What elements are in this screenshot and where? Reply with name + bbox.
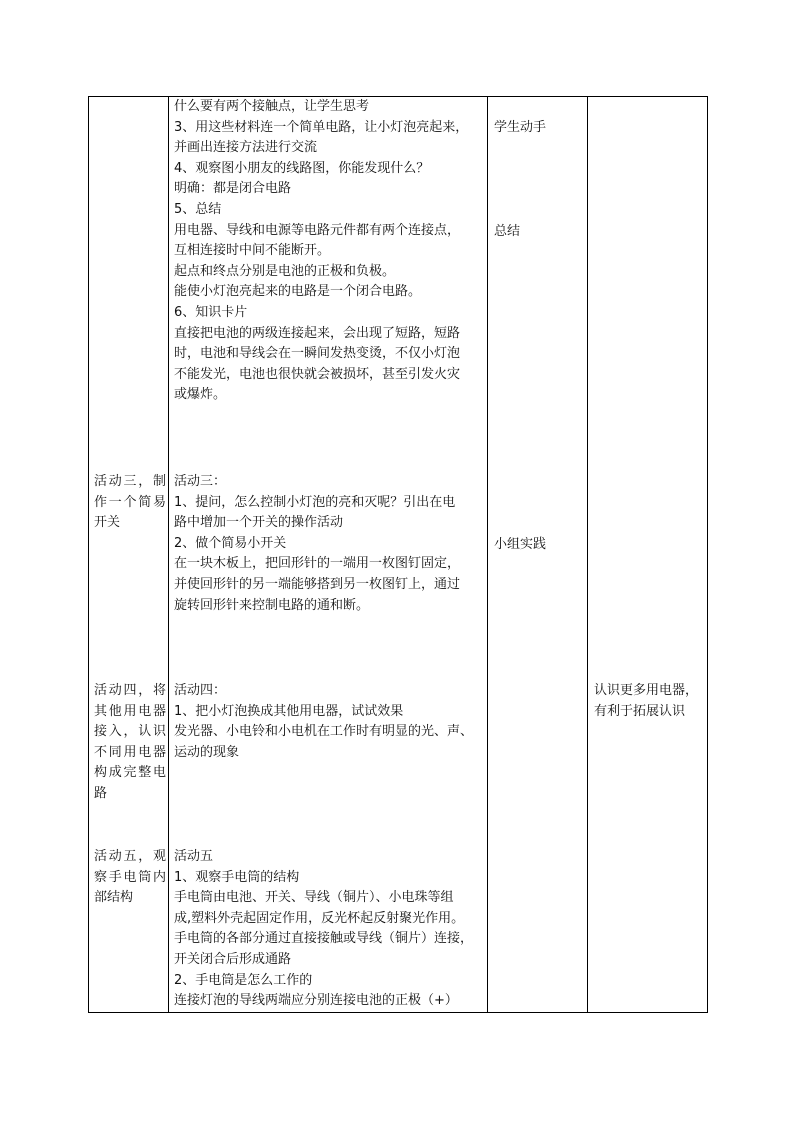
content-line: 活动五: [174, 849, 214, 864]
content-line: 明确：都是闭合电路: [174, 181, 292, 197]
student-activity-group-practice: 小组实践: [494, 537, 547, 552]
content-line: 手电筒的各部分通过直接接触或导线（铜片）连接，: [174, 931, 474, 947]
content-line: 5、总结: [174, 201, 222, 217]
content-line: 1、提问，怎么控制小灯泡的亮和灭呢？引出在电: [174, 494, 456, 510]
student-activity-hands-on: 学生动手: [494, 120, 547, 135]
content-block-continued: [174, 97, 486, 406]
activity-3-content: [174, 472, 486, 616]
content-line: 手电筒由电池、开关、导线（铜片）、小电珠等组: [174, 890, 454, 906]
content-line: 4、观察图小朋友的线路图，你能发现什么？: [174, 160, 430, 176]
content-line: 2、做个简易小开关: [174, 535, 287, 551]
activity-5-content: [174, 847, 486, 1012]
content-line: 并使回形针的另一端能够搭到另一枚图钉上，通过: [174, 576, 461, 592]
content-line: 起点和终点分别是电池的正极和负极。: [174, 263, 396, 279]
content-column: [169, 97, 488, 1013]
activity-5-title: 活动五，观察手电筒内部结构: [94, 849, 166, 906]
content-line: 旋转回形针来控制电路的通和断。: [174, 597, 370, 613]
content-line: 运动的现象: [174, 744, 240, 760]
content-line: 能使小灯泡亮起来的电路是一个闭合电路。: [174, 284, 422, 300]
content-line: 3、用这些材料连一个简单电路，让小灯泡亮起来，: [174, 119, 469, 135]
activity-4-title: 活动四，将其他用电器接入，认识不同用电器构成完整电路: [94, 683, 166, 801]
content-line: 连接灯泡的导线两端应分别连接电池的正极（+）: [174, 993, 458, 1009]
content-line: 1、观察手电筒的结构: [174, 869, 300, 885]
content-line: 什么要有两个接触点，让学生思考: [174, 99, 370, 114]
student-activity-summary: 总结: [494, 224, 521, 239]
table-row: [89, 97, 708, 1013]
activity-column: [89, 97, 169, 1013]
lesson-plan-table: [88, 96, 708, 1013]
content-line: 2、手电筒是怎么工作的: [174, 972, 313, 988]
content-line: 发光器、小电铃和小电机在工作时有明显的光、声、: [174, 724, 474, 740]
content-line: 互相连接时中间不能断开。: [174, 243, 331, 259]
content-line: 活动三：: [174, 474, 227, 489]
design-intent-column: [588, 97, 708, 1013]
content-line: 并画出连接方法进行交流: [174, 140, 318, 156]
content-line: 时，电池和导线会在一瞬间发热变烫，不仅小灯泡: [174, 346, 461, 362]
content-line: 或爆炸。: [174, 387, 227, 403]
content-line: 6、知识卡片: [174, 304, 248, 320]
content-line: 活动四：: [174, 683, 227, 698]
content-line: 直接把电池的两级连接起来，会出现了短路，短路: [174, 325, 461, 341]
activity-3-title: 活动三，制作一个简易开关: [94, 474, 166, 531]
content-line: 用电器、导线和电源等电路元件都有两个连接点，: [174, 222, 461, 238]
content-line: 成,塑料外壳起固定作用，反光杯起反射聚光作用。: [174, 910, 465, 926]
student-activity-column: [488, 97, 588, 1013]
content-line: 开关闭合后形成通路: [174, 951, 292, 967]
design-intent-note: 认识更多用电器，有利于拓展认识: [594, 683, 699, 719]
content-line: 1、把小灯泡换成其他用电器，试试效果: [174, 703, 404, 719]
content-line: 不能发光，电池也很快就会被损坏，甚至引发火灾: [174, 366, 461, 382]
content-line: 路中增加一个开关的操作活动: [174, 515, 344, 531]
content-line: 在一块木板上，把回形针的一端用一枚图钉固定，: [174, 556, 461, 572]
activity-4-content: [174, 681, 486, 763]
